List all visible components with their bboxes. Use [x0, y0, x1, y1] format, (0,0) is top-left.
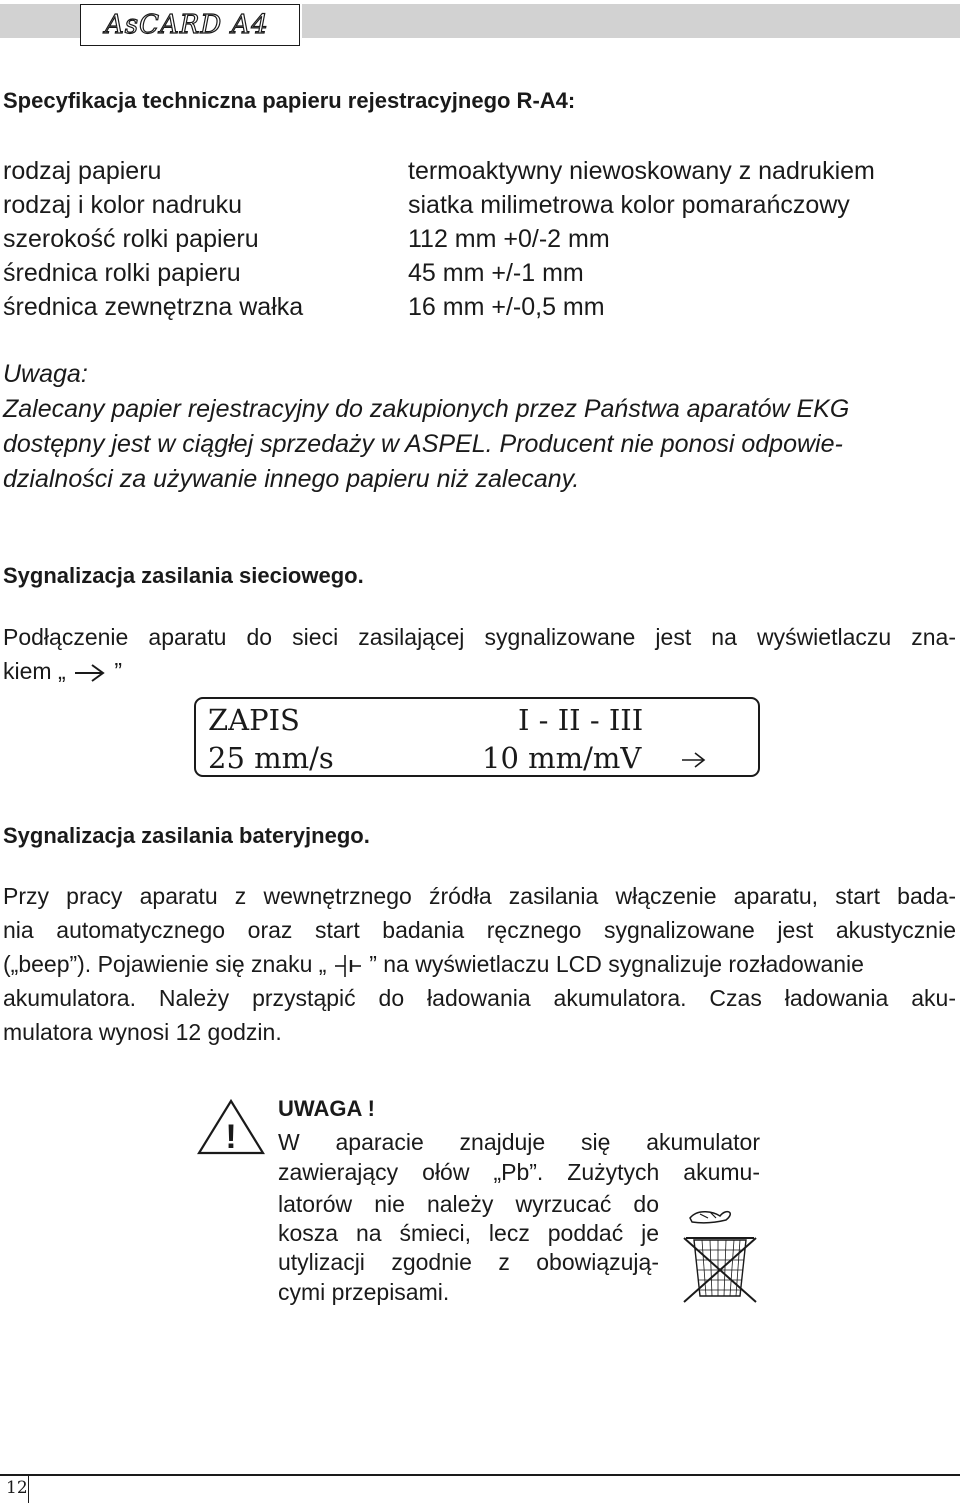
mains-paragraph — [3, 620, 956, 688]
warning-line: latorów nie należy wyrzucać do — [278, 1191, 659, 1217]
battery-low-icon — [333, 953, 363, 979]
spec-row — [3, 290, 953, 324]
spec-row — [3, 154, 953, 188]
battery-line: Przy pracy aparatu z wewnętrznego źródła zasilania włączenie aparatu, start bada- — [3, 883, 956, 909]
warning-triangle-icon — [196, 1098, 266, 1156]
lcd-display — [194, 697, 760, 777]
note-label: Uwaga: — [3, 360, 88, 388]
spec-title: Specyfikacja techniczna papieru rejestracyjnego R-A4: — [3, 88, 576, 113]
note-line: dostępny jest w ciągłej sprzedaży w ASPEL. Producent nie ponosi odpowie- — [3, 430, 843, 458]
spec-row — [3, 188, 953, 222]
spec-value: 112 mm +0/-2 mm — [408, 225, 610, 253]
header-band-right — [302, 4, 960, 38]
spec-value: siatka milimetrowa kolor pomarańczowy — [408, 191, 850, 219]
battery-line: mulatora wynosi 12 godzin. — [3, 1019, 282, 1045]
mains-arrow-icon — [72, 662, 108, 684]
spec-value: termoaktywny niewoskowany z nadrukiem — [408, 157, 875, 185]
page-number: 12 — [6, 1478, 28, 1498]
spec-row — [3, 256, 953, 290]
warning-line: cymi przepisami. — [278, 1279, 450, 1305]
warning-title: UWAGA ! — [278, 1096, 375, 1121]
battery-title: Sygnalizacja zasilania bateryjnego. — [3, 823, 370, 848]
spec-label: średnica rolki papieru — [3, 259, 241, 287]
mains-line: Podłączenie aparatu do sieci zasilającej sygnalizowane jest na wyświetlaczu zna- — [3, 624, 956, 650]
note-line: dzialności za używanie innego papieru niż zalecany. — [3, 465, 580, 493]
lcd-speed: 25 mm/s — [208, 741, 334, 775]
spec-label: rodzaj papieru — [3, 157, 162, 185]
warning-symbol: ! — [225, 1118, 237, 1156]
spec-label: średnica zewnętrzna wałka — [3, 293, 304, 321]
lcd-leads: I - II - III — [518, 703, 644, 737]
battery-line: nia automatycznego oraz start badania ręcznego sygnalizowane jest akustycznie — [3, 917, 956, 943]
battery-line3-b: ” na wyświetlaczu LCD sygnalizuje rozładowanie — [369, 951, 864, 977]
logo-text: AsCARD A4 — [105, 10, 269, 40]
warning-line: zawierający ołów „Pb”. Zużytych akumu- — [278, 1159, 760, 1185]
warning-line: utylizacji zgodnie z obowiązują- — [278, 1249, 659, 1275]
spec-value: 16 mm +/-0,5 mm — [408, 293, 605, 321]
lcd-mains-arrow-icon — [680, 751, 708, 769]
battery-line — [3, 947, 956, 981]
spec-label: szerokość rolki papieru — [3, 225, 259, 253]
crossed-bin-icon — [680, 1204, 760, 1304]
spec-label: rodzaj i kolor nadruku — [3, 191, 243, 219]
mains-line2-prefix: kiem „ — [3, 658, 66, 684]
spec-value: 45 mm +/-1 mm — [408, 259, 584, 287]
mains-line2-suffix: ” — [114, 658, 123, 684]
note-line: Zalecany papier rejestracyjny do zakupionych przez Państwa aparatów EKG — [3, 395, 850, 423]
note-block — [3, 357, 958, 497]
page-header — [0, 0, 960, 50]
battery-line: akumulatora. Należy przystąpić do ładowania akumulatora. Czas ładowania aku- — [3, 985, 956, 1011]
warning-line: kosza na śmieci, lecz poddać je — [278, 1220, 659, 1246]
battery-line3-a: („beep”). Pojawienie się znaku „ — [3, 951, 327, 977]
warning-line: W aparacie znajduje się akumulator — [278, 1129, 760, 1155]
footer-rule — [0, 1474, 960, 1476]
spec-row — [3, 222, 953, 256]
battery-paragraph — [3, 879, 956, 1049]
lcd-gain: 10 mm/mV — [482, 741, 642, 775]
logo-box — [80, 4, 300, 46]
mains-title: Sygnalizacja zasilania sieciowego. — [3, 563, 364, 588]
mains-line — [3, 654, 956, 688]
header-band-left — [0, 4, 80, 38]
lcd-mode: ZAPIS — [208, 703, 300, 737]
